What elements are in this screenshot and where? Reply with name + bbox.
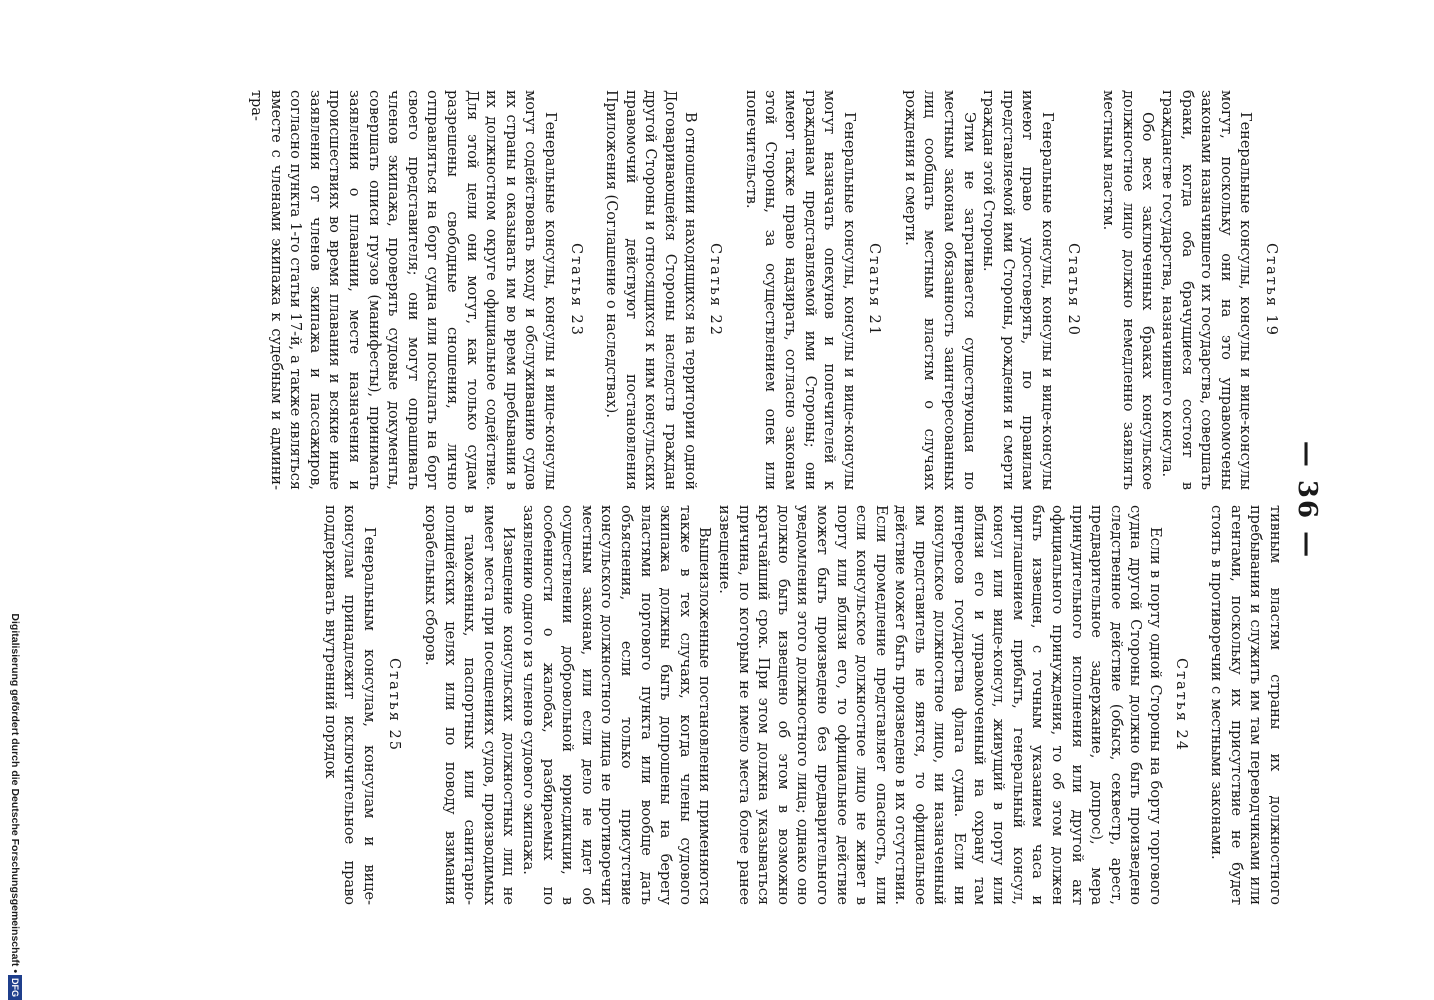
article-20-title: Статья 20 (1064, 243, 1081, 337)
article-19-paragraph-1: Генеральные консулы, консулы и вице-консулы могут, поскольку они на это управомочены законами назначившего их государства, совершать браки, когда оба брачущиеся состоят в гражданстве государства, назначившего консула. (1159, 90, 1254, 490)
article-21-title: Статья 21 (866, 243, 883, 337)
digitization-credit-text (2, 0, 28, 1000)
article-19-title: Статья 19 (1263, 243, 1279, 337)
left-column (246, 90, 1285, 490)
article-21-paragraph-1: Генеральные консулы, консулы и вице-консулы могут назначать опекунов и попечителей к гражданам представляемой ими Стороны; они имеют также право надзирать, согласно законам этой Стороны, за осуществлением опек или попечительств. (742, 90, 857, 490)
article-20-paragraph-1: Генеральные консулы, консулы и вице-консулы имеют право удостоверять, по правилам представляемой ими Стороны, рождения и смерти граждан этой Стороны. (980, 90, 1056, 490)
article-22-title: Статья 22 (707, 243, 724, 337)
digitization-credit (0, 0, 21, 1000)
right-column (319, 505, 1284, 905)
article-19-paragraph-2: Обо всех заключенных браках консульское должностное лицо должно немедленно заявлять местным властям. (1100, 90, 1156, 490)
article-23-continuation: тивным властям страны их должностного пребывания и служить им там переводчиками или агентами, поскольку их присутствие не будет стоять в противоречии с местными законами. (1208, 505, 1283, 905)
credit-label: Digitalisierung gefördert durch die Deutsche Forschungsgemeinschaft • (9, 613, 21, 973)
article-25-paragraph-1: Генеральным консулам, консулам и вице-консулам принадлежит исключительное право поддерживать внутренний порядок (321, 505, 377, 905)
article-24-paragraph-3: Извещение консульских должностных лиц не имеет места при посещениях судов, производимых в таможенных, паспортных или санитарно-полицейских целях или по поводу взимания корабельных сборов. (422, 505, 517, 905)
article-23-title: Статья 23 (567, 243, 584, 337)
article-23-paragraph-1: Генеральные консулы, консулы и вице-консулы могут содействовать входу и обслуживанию судов их страны и оказывать им во время пребывания в их должностном округе официальное содействие. Для этой цели они могут, как только судам разрешены свободные сношения, лично отправляться на борт судна или посылать на борт своего представителя; они могут опрашивать членов экипажа, проверять судовые документы, совершать описи грузов (манифесты), принимать заявления о плавании, месте назначения и происшествиях во время плавания и всякие иные заявления от членов экипажа и пассажиров, согласно пункта 1-го статьи 17-й, а также являться вместе с членами экипажа к судебным и админи-тра- (248, 90, 558, 490)
article-22-paragraph-1: В отношении находящихся на территории одной Договаривающейся Стороны наследств граждан другой Стороны и относящихся к ним консульских правомочий действуют постановления Приложения (Соглашение о наследствах). (603, 90, 698, 490)
page-number: — 36 — (1292, 440, 1322, 560)
article-24-paragraph-2: Вышеизложенные постановления применяются также в тех случаях, когда члены судового экипажа должны быть допрошены на берегу властями портового пункта или вообще дать объяснения, если только присутствие консульского должностного лица не противоречит местным законам, или если дело не идет об осуществлении добровольной юрисдикции, в особенности о жалобах, разбираемых по заявлению одного из членов судового экипажа. (520, 505, 713, 905)
article-25-title: Статья 25 (386, 658, 403, 752)
article-20-paragraph-2: Этим не затрагивается существующая по местным законам обязанность заинтересованных лиц сообщать местным властям о случаях рождения и смерти. (901, 90, 977, 490)
article-24-paragraph-1: Если в порту одной Стороны на борту торгового судна другой Стороны должно быть произведено следственное действие (обыск, секвестр, арест, предварительное задержание, допрос), мера принудительного исполнения или другой акт официального принуждения, то об этом должен быть извещен, с точным указанием часа и приглашением прибыть, генеральный консул, консул или вице-консул, живущий в порту или вблизи его и управомоченный на охрану там интересов государства флага судна. Если ни консульское должностное лицо, ни назначенный им представитель не явятся, то официальное действие может быть произведено в их отсутствии. Если промедление представляет опасность, или если консульское должностное лицо не живет в порту или вблизи его, то официальное действие может быть произведено без предварительного уведомления этого должностного лица; однако оно должно быть извещено об этом в возможно кратчайший срок. При этом должна указываться причина, по которым не имело места более ранее извещение. (715, 505, 1164, 905)
dfg-logo: DFG (8, 975, 22, 1000)
article-24-title: Статья 24 (1172, 658, 1189, 752)
